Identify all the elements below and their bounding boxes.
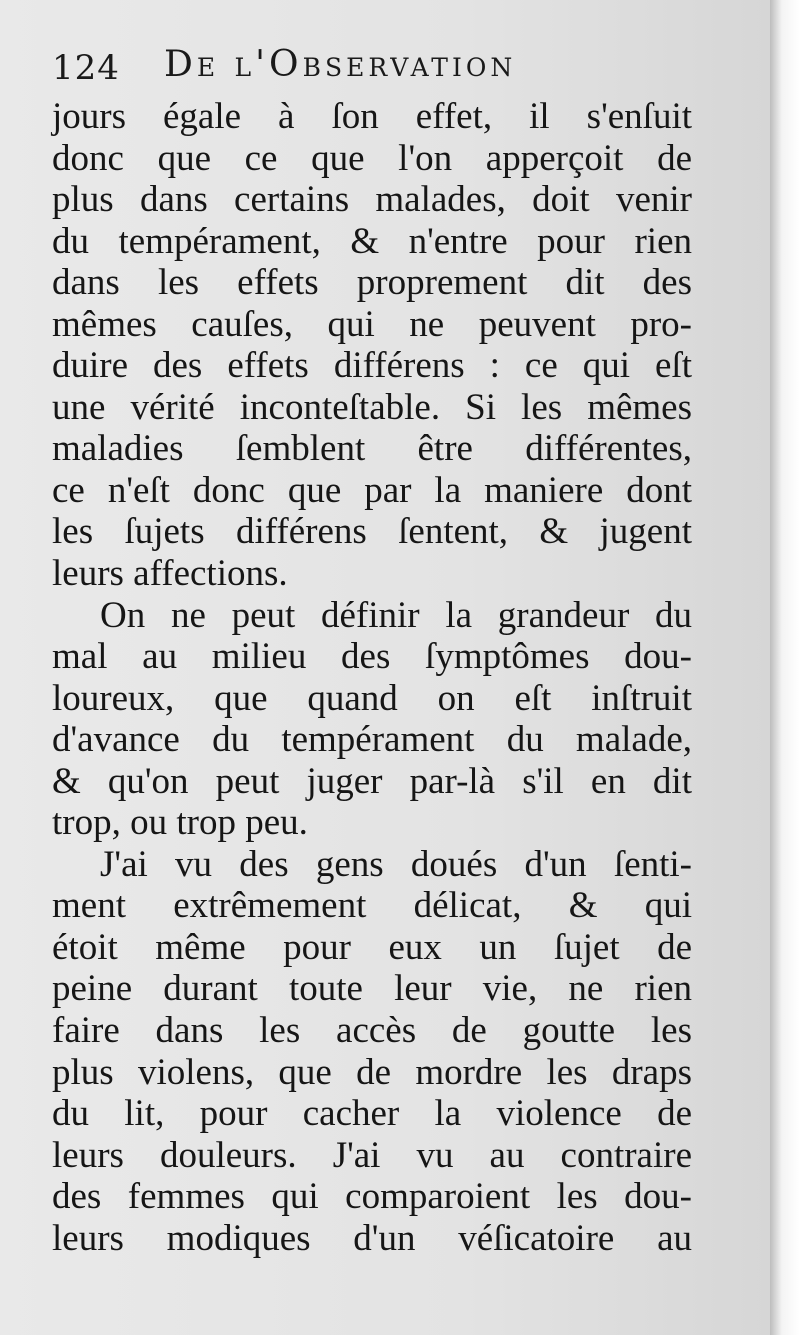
running-head: [52, 44, 692, 104]
text-line: faire dans les accès de goutte les: [52, 1010, 692, 1052]
text-line: jours égale à ſon effet, il s'enſuit: [52, 96, 692, 137]
text-line: les ſujets différens ſentent, & jugent: [52, 511, 692, 553]
text-line: étoit même pour eux un ſujet de: [52, 926, 692, 968]
text-line: donc que ce que l'on apperçoit de: [52, 137, 692, 179]
text-line: mêmes cauſes, qui ne peuvent pro-: [52, 303, 692, 345]
text-line: du lit, pour cacher la violence de: [52, 1093, 692, 1135]
text-line: une vérité inconteſtable. Si les mêmes: [52, 386, 692, 428]
text-line: maladies ſemblent être différentes,: [52, 428, 692, 470]
page-edge-shadow: [770, 0, 800, 1335]
text-line: leurs affections.: [52, 553, 288, 595]
text-line: plus violens, que de mordre les draps: [52, 1051, 692, 1093]
text-line: On ne peut définir la grandeur du: [100, 594, 692, 636]
text-line: & qu'on peut juger par-là s'il en dit: [52, 760, 692, 802]
text-line: d'avance du tempérament du malade,: [52, 719, 692, 761]
text-line: dans les effets proprement dit des: [52, 262, 692, 304]
text-line: trop, ou trop peu.: [52, 802, 308, 844]
text-line: du tempérament, & n'entre pour rien: [52, 220, 692, 262]
text-line: plus dans certains malades, doit venir: [52, 179, 692, 221]
text-line: des femmes qui comparoient les dou-: [52, 1176, 692, 1218]
text-line: J'ai vu des gens doués d'un ſenti-: [100, 843, 692, 885]
text-line: duire des effets différens : ce qui eſt: [52, 345, 692, 387]
text-line: peine durant toute leur vie, ne rien: [52, 968, 692, 1010]
text-line: loureux, que quand on eſt inſtruit: [52, 677, 692, 719]
text-line: leurs modiques d'un véſicatoire au: [52, 1217, 692, 1259]
body-text: [52, 96, 692, 1259]
text-line: mal au milieu des ſymptômes dou-: [52, 636, 692, 678]
text-line: leurs douleurs. J'ai vu au contraire: [52, 1134, 692, 1176]
page-number: 124: [52, 48, 120, 88]
text-line: ce n'eſt donc que par la maniere dont: [52, 469, 692, 511]
running-title: De l'Observation: [164, 44, 517, 85]
text-line: ment extrêmement délicat, & qui: [52, 885, 692, 927]
